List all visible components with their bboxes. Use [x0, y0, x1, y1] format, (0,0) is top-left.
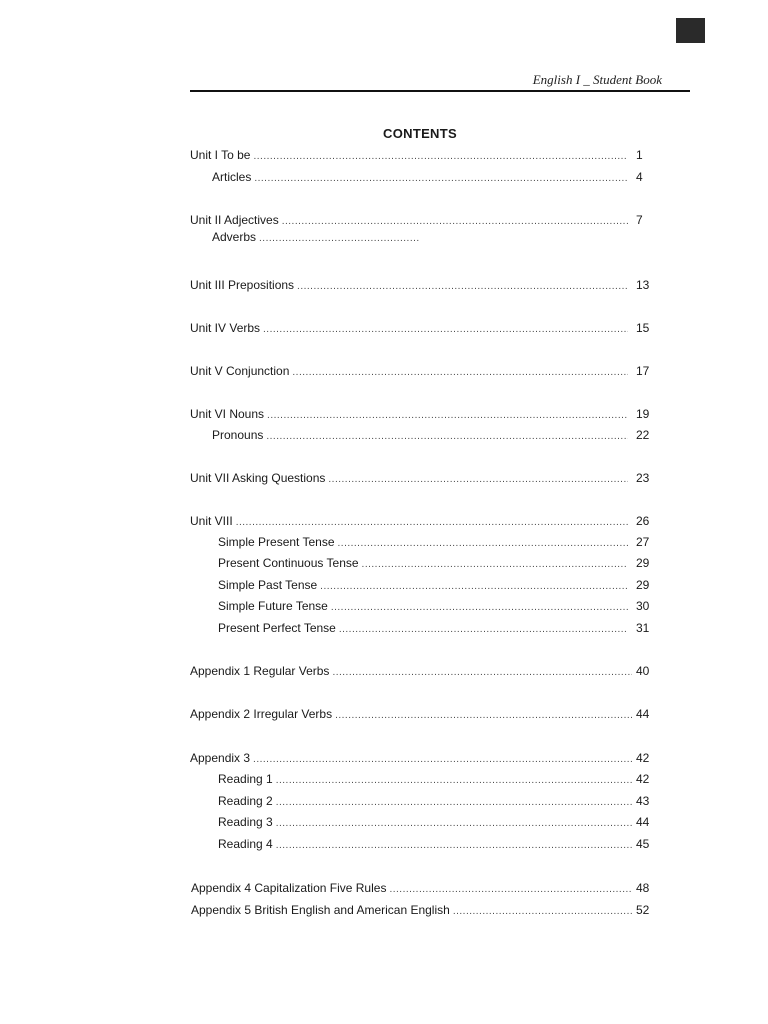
- toc-entry: [218, 535, 650, 551]
- contents-title: CONTENTS: [383, 126, 457, 141]
- dot-leader: [236, 516, 628, 530]
- toc-entry-page: 4: [636, 170, 643, 184]
- dot-leader: [267, 409, 628, 423]
- toc-entry-page: 7: [636, 213, 643, 227]
- toc-entry-page: 30: [636, 599, 650, 613]
- toc-entry-page: 19: [636, 407, 650, 421]
- dot-leader: [263, 323, 628, 337]
- toc-entry-label: Appendix 5 British English and American English: [191, 903, 450, 917]
- toc-entry: [218, 815, 650, 831]
- toc-entry: [190, 278, 650, 294]
- toc-entry-label: Unit VI Nouns: [190, 407, 265, 421]
- toc-entry: [212, 428, 650, 444]
- toc-entry-page: 1: [636, 148, 643, 162]
- toc-entry-label: Appendix 4 Capitalization Five Rules: [191, 881, 387, 895]
- dot-leader: [389, 883, 632, 897]
- dot-leader: [331, 601, 628, 615]
- dot-leader: [328, 473, 628, 487]
- toc-entry-label: Unit IV Verbs: [190, 321, 261, 335]
- corner-tab-mark: [676, 18, 705, 43]
- toc-entry: [191, 881, 650, 897]
- dot-leader: [292, 366, 628, 380]
- toc-entry: [218, 621, 650, 637]
- toc-entry-page: 27: [636, 535, 650, 549]
- toc-entry-label: Appendix 2 Irregular Verbs: [190, 707, 333, 721]
- toc-entry-page: 13: [636, 278, 650, 292]
- dot-leader: [276, 774, 632, 788]
- toc-entry-label: Unit III Prepositions: [190, 278, 295, 292]
- toc-entry-label: Unit VII Asking Questions: [190, 471, 326, 485]
- toc-entry-page: 22: [636, 428, 650, 442]
- dot-leader: [259, 232, 419, 246]
- toc-entry-label: Reading 2: [218, 794, 273, 808]
- toc-entry-label: Unit I To be: [190, 148, 251, 162]
- toc-entry-label: Articles: [212, 170, 252, 184]
- toc-entry: [218, 837, 650, 853]
- toc-entry-page: 44: [636, 815, 650, 829]
- toc-entry-page: 17: [636, 364, 650, 378]
- toc-entry-label: Appendix 1 Regular Verbs: [190, 664, 330, 678]
- toc-entry: [190, 664, 650, 680]
- dot-leader: [338, 537, 628, 551]
- toc-entry-label: Unit II Adjectives: [190, 213, 279, 227]
- toc-entry: [190, 213, 643, 229]
- dot-leader: [276, 796, 632, 810]
- dot-leader: [254, 172, 628, 186]
- dot-leader: [339, 623, 628, 637]
- toc-entry: [218, 599, 650, 615]
- toc-entry: [190, 471, 650, 487]
- toc-entry-label: Unit V Conjunction: [190, 364, 290, 378]
- toc-entry: [190, 148, 643, 164]
- dot-leader: [276, 817, 632, 831]
- toc-entry: [190, 364, 650, 380]
- toc-entry-label: Present Continuous Tense: [218, 556, 359, 570]
- toc-entry-page: 45: [636, 837, 650, 851]
- toc-entry-page: 23: [636, 471, 650, 485]
- toc-entry-label: Reading 4: [218, 837, 273, 851]
- toc-entry-page: 52: [636, 903, 650, 917]
- dot-leader: [253, 150, 628, 164]
- toc-entry-page: 15: [636, 321, 650, 335]
- toc-entry: [190, 707, 650, 723]
- toc-entry-page: 44: [636, 707, 650, 721]
- dot-leader: [332, 666, 632, 680]
- toc-entry-page: 42: [636, 772, 650, 786]
- toc-entry-label: Simple Past Tense: [218, 578, 318, 592]
- toc-entry-page: 43: [636, 794, 650, 808]
- toc-entry-label: Reading 3: [218, 815, 273, 829]
- toc-entry: [190, 751, 650, 767]
- toc-entry-page: 42: [636, 751, 650, 765]
- toc-entry-label: Reading 1: [218, 772, 273, 786]
- dot-leader: [253, 753, 632, 767]
- toc-entry: [218, 556, 650, 572]
- toc-entry: [190, 321, 650, 337]
- dot-leader: [276, 839, 632, 853]
- toc-entry-label: Appendix 3: [190, 751, 251, 765]
- running-header: English I _ Student Book: [532, 72, 662, 87]
- toc-entry-page: 40: [636, 664, 650, 678]
- toc-entry-page: 29: [636, 578, 650, 592]
- toc-entry-label: Simple Future Tense: [218, 599, 328, 613]
- toc-entry: [190, 514, 650, 530]
- toc-entry-page: 48: [636, 881, 650, 895]
- toc-entry: [190, 407, 650, 423]
- toc-entry: [218, 794, 650, 810]
- toc-entry-page: 29: [636, 556, 650, 570]
- header-rule: [190, 90, 690, 92]
- toc-entry-label: Pronouns: [212, 428, 264, 442]
- dot-leader: [320, 580, 628, 594]
- toc-entry-label: Simple Present Tense: [218, 535, 335, 549]
- dot-leader: [453, 905, 632, 919]
- toc-entry-label: Unit VIII: [190, 514, 233, 528]
- dot-leader: [362, 558, 628, 572]
- toc-entry-page: 26: [636, 514, 650, 528]
- toc-entry: [212, 170, 643, 186]
- toc-entry: [212, 230, 419, 246]
- dot-leader: [266, 430, 628, 444]
- toc-entry: [218, 578, 650, 594]
- toc-entry-page: 31: [636, 621, 650, 635]
- toc-entry-label: Adverbs: [212, 230, 257, 244]
- toc-entry: [218, 772, 650, 788]
- dot-leader: [282, 215, 628, 229]
- dot-leader: [297, 280, 628, 294]
- dot-leader: [335, 709, 632, 723]
- toc-entry-label: Present Perfect Tense: [218, 621, 336, 635]
- toc-entry: [191, 903, 650, 919]
